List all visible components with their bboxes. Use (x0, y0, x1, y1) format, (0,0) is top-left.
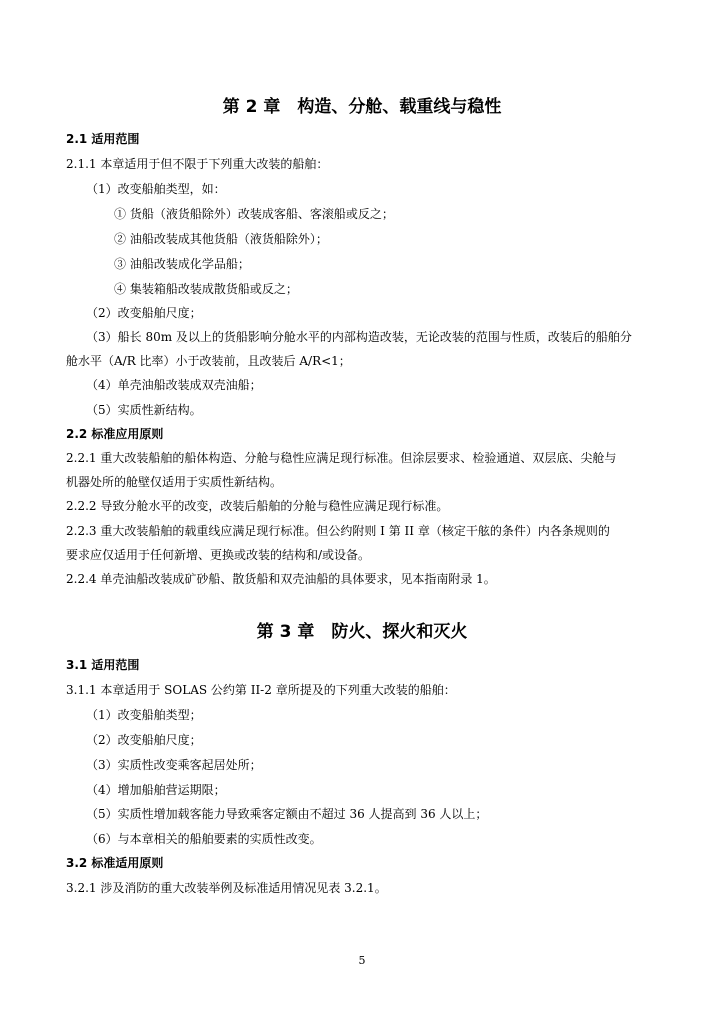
clause-2-2-3-line-1: 2.2.3 重大改装船舶的载重线应满足现行标准。但公约附则 I 第 II 章（核定干舷的条件）内各条规则的 (66, 524, 610, 538)
section-3-1-heading: 3.1 适用范围 (66, 658, 140, 672)
sub-item-1: ① 货船（液货船除外）改装成客船、客滚船或反之； (114, 207, 394, 221)
list-item-2: （2）改变船舶尺度； (86, 306, 202, 320)
sub-item-3: ③ 油船改装成化学品船； (114, 257, 250, 271)
sub-item-2: ② 油船改装成其他货船（液货船除外）； (114, 232, 328, 246)
fire-list-item-2: （2）改变船舶尺度； (86, 733, 202, 747)
section-2-1-heading: 2.1 适用范围 (66, 132, 140, 146)
page-number: 5 (358, 954, 366, 967)
list-item-4: （4）单壳油船改装成双壳油船； (86, 378, 262, 392)
chapter-2-title: 第 2 章 构造、分舱、载重线与稳性 (222, 97, 502, 117)
fire-list-item-3: （3）实质性改变乘客起居处所； (86, 758, 262, 772)
list-item-5: （5）实质性新结构。 (86, 403, 202, 417)
clause-2-2-4: 2.2.4 单壳油船改装成矿砂船、散货船和双壳油船的具体要求，见本指南附录 1。 (66, 572, 496, 586)
clause-2-2-1-line-1: 2.2.1 重大改装船舶的船体构造、分舱与稳性应满足现行标准。但涂层要求、检验通道、双层底、尖舱与 (66, 451, 617, 465)
fire-list-item-1: （1）改变船舶类型； (86, 708, 202, 722)
fire-list-item-5: （5）实质性增加载客能力导致乘客定额由不超过 36 人提高到 36 人以上； (86, 807, 488, 821)
list-item-3-line-2: 舱水平（A/R 比率）小于改装前，且改装后 A/R<1； (66, 354, 351, 368)
clause-3-1-1: 3.1.1 本章适用于 SOLAS 公约第 II-2 章所提及的下列重大改装的船舶： (66, 683, 456, 697)
section-3-2-heading: 3.2 标准适用原则 (66, 856, 164, 870)
list-item-3-line-1: （3）船长 80m 及以上的货船影响分舱水平的内部构造改装，无论改装的范围与性质，改装后的船舶分 (86, 330, 632, 344)
sub-item-4: ④ 集装箱船改装成散货船或反之； (114, 282, 298, 296)
fire-list-item-4: （4）增加船舶营运期限； (86, 783, 226, 797)
clause-2-2-1-line-2: 机器处所的舱壁仅适用于实质性新结构。 (66, 475, 283, 489)
clause-2-2-2: 2.2.2 导致分舱水平的改变，改装后船舶的分舱与稳性应满足现行标准。 (66, 499, 449, 513)
list-item-1: （1）改变船舶类型，如： (86, 182, 226, 196)
chapter-3-title: 第 3 章 防火、探火和灭火 (256, 622, 468, 642)
fire-list-item-6: （6）与本章相关的船舶要素的实质性改变。 (86, 832, 322, 846)
clause-2-2-3-line-2: 要求应仅适用于任何新增、更换或改装的结构和/或设备。 (66, 548, 371, 562)
clause-2-1-1: 2.1.1 本章适用于但不限于下列重大改装的船舶： (66, 157, 329, 171)
clause-3-2-1: 3.2.1 涉及消防的重大改装举例及标准适用情况见表 3.2.1。 (66, 881, 387, 895)
section-2-2-heading: 2.2 标准应用原则 (66, 427, 164, 441)
